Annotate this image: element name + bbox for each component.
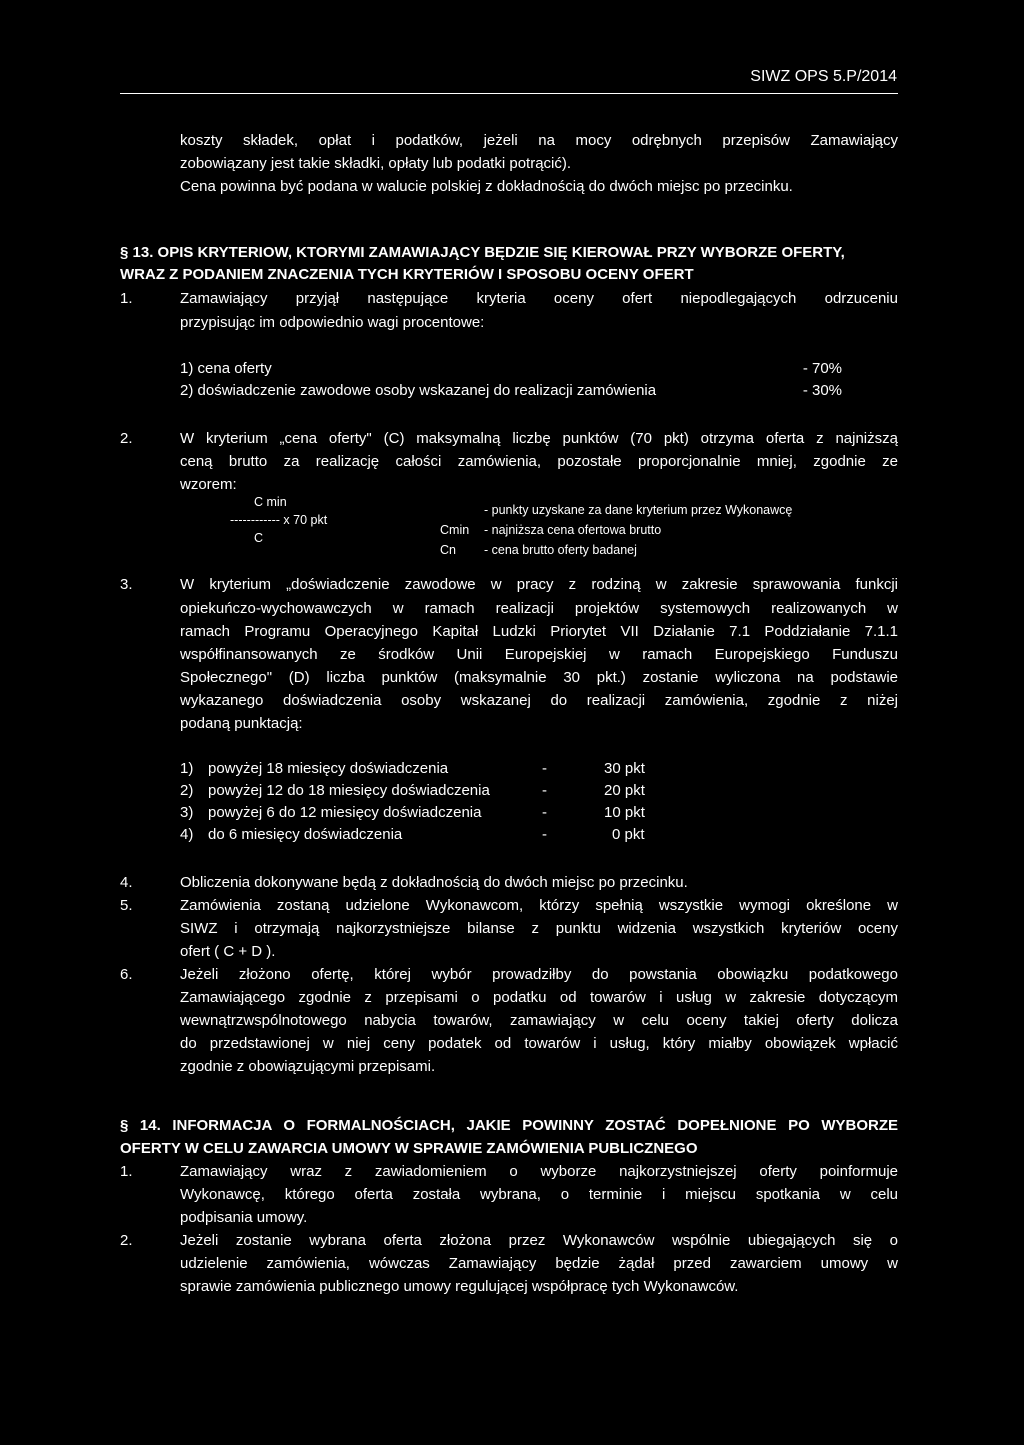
scoring-4-dash: - — [542, 826, 547, 843]
s13-p5-line-1: Zamówienia zostaną udzielone Wykonawcom, którzy spełnią wszystkie wymogi określone w — [180, 897, 898, 914]
section-13-heading-line-2: WRAZ Z PODANIEM ZNACZENIA TYCH KRYTERIÓW I SPOSOBU OCENY OFERT — [120, 266, 694, 283]
s13-p4-number: 4. — [120, 874, 133, 891]
s13-p6-line-5: zgodnie z obowiązującymi przepisami. — [180, 1058, 436, 1075]
s14-p1-line-2: Wykonawcę, którego oferta została wybrana, o terminie i miejscu spotkania w celu — [180, 1186, 898, 1203]
s13-p3-line-6: wykazanego doświadczenia osoby wskazanej do realizacji zamówienia, zgodnie z niżej — [180, 692, 898, 709]
s14-p2-number: 2. — [120, 1232, 133, 1249]
s13-p6-line-4: do przedstawionej w niej ceny podatek od towarów i usług, który miałby obowiązek wpłacić — [180, 1035, 898, 1052]
formula-numerator: C min — [254, 495, 287, 509]
scoring-4-label: do 6 miesięcy doświadczenia — [208, 826, 403, 843]
scoring-2-label: powyżej 12 do 18 miesięcy doświadczenia — [208, 782, 490, 799]
criterion-1-weight: - 70% — [802, 360, 842, 377]
scoring-3-dash: - — [542, 804, 547, 821]
s13-p1-line-2: przypisując im odpowiednio wagi procentowe: — [180, 314, 485, 331]
s14-p2-line-1: Jeżeli zostanie wybrana oferta złożona przez Wykonawców wspólnie ubiegających się o — [180, 1232, 898, 1249]
s13-p3-line-4: współfinansowanych ze środków Unii Europejskiej w ramach Europejskiego Funduszu — [180, 646, 898, 663]
scoring-2-number: 2) — [180, 782, 194, 799]
scoring-3-number: 3) — [180, 804, 194, 821]
document-header: SIWZ OPS 5.P/2014 — [750, 68, 897, 85]
scoring-2-dash: - — [542, 782, 547, 799]
s13-p5-line-3: ofert ( C + D ). — [180, 943, 276, 960]
s13-p6-line-1: Jeżeli złożono ofertę, której wybór prowadziłby do powstania obowiązku podatkowego — [180, 966, 898, 983]
s13-p5-line-2: SIWZ i otrzymają najkorzystniejsze bilanse z punktu widzenia wszystkich kryteriów oceny — [180, 920, 898, 937]
s13-p6-line-3: wewnątrzwspólnotowego nabycia towarów, zamawiający w celu oceny takiej oferty dolicza — [180, 1012, 898, 1029]
s13-p1-line-1: Zamawiający przyjął następujące kryteria oceny ofert niepodlegających odrzuceniu — [180, 290, 898, 307]
s14-p1-line-1: Zamawiający wraz z zawiadomieniem o wyborze najkorzystniejszej oferty poinformuje — [180, 1163, 898, 1180]
formula-legend-text-2: - najniższa cena ofertowa brutto — [484, 523, 662, 537]
s13-p3-line-7: podaną punktacją: — [180, 715, 303, 732]
s13-p3-line-3: ramach Programu Operacyjnego Kapitał Ludzki Priorytet VII Działanie 7.1 Poddziałanie 7.1.1 — [180, 623, 898, 640]
s13-p3-line-1: W kryterium „doświadczenie zawodowe w pracy z rodziną w zakresie sprawowania funkcji — [180, 576, 898, 593]
scoring-1-number: 1) — [180, 760, 194, 777]
formula-legend-text-1: - punkty uzyskane za dane kryterium przez Wykonawcę — [484, 503, 793, 517]
intro-line-3: Cena powinna być podana w walucie polskiej z dokładnością do dwóch miejsc po przecinku. — [180, 178, 793, 195]
s13-p4-text: Obliczenia dokonywane będą z dokładnością do dwóch miejsc po przecinku. — [180, 874, 688, 891]
section-13-heading-line-1: § 13. OPIS KRYTERIOW, KTORYMI ZAMAWIAJĄCY BĘDZIE SIĘ KIEROWAŁ PRZY WYBORZE OFERTY, — [120, 244, 845, 261]
s13-p5-number: 5. — [120, 897, 133, 914]
scoring-4-number: 4) — [180, 826, 194, 843]
formula-legend-text-3: - cena brutto oferty badanej — [484, 543, 637, 557]
intro-line-2: zobowiązany jest takie składki, opłaty lub podatki potrącić). — [180, 155, 572, 172]
scoring-3-label: powyżej 6 do 12 miesięcy doświadczenia — [208, 804, 482, 821]
scoring-4-points: 0 pkt — [612, 826, 645, 843]
criterion-2-label: 2) doświadczenie zawodowe osoby wskazanej do realizacji zamówienia — [180, 382, 657, 399]
scoring-1-label: powyżej 18 miesięcy doświadczenia — [208, 760, 449, 777]
s14-p2-line-2: udzielenie zamówienia, wówczas Zamawiający będzie żądał przed zawarciem umowy w — [180, 1255, 898, 1272]
section-14-heading-line-2: OFERTY W CELU ZAWARCIA UMOWY W SPRAWIE ZAMÓWIENIA PUBLICZNEGO — [120, 1140, 698, 1157]
s14-p2-line-3: sprawie zamówienia publicznego umowy regulującej współpracę tych Wykonawców. — [180, 1278, 739, 1295]
s14-p1-line-3: podpisania umowy. — [180, 1209, 308, 1226]
s13-p2-number: 2. — [120, 430, 133, 447]
section-14-heading-line-1: § 14. INFORMACJA O FORMALNOŚCIACH, JAKIE POWINNY ZOSTAĆ DOPEŁNIONE PO WYBORZE — [120, 1117, 898, 1134]
s13-p2-line-1: W kryterium „cena oferty" (C) maksymalną liczbę punktów (70 pkt) otrzyma oferta z najniższą — [180, 430, 898, 447]
header-divider — [120, 93, 898, 94]
s13-p6-number: 6. — [120, 966, 133, 983]
s13-p3-line-5: Społecznego" (D) liczba punktów (maksymalnie 30 pkt.) zostanie wyliczona na podstawie — [180, 669, 898, 686]
s13-p3-number: 3. — [120, 576, 133, 593]
criterion-2-weight: - 30% — [802, 382, 842, 399]
s13-p3-line-2: opiekuńczo-wychowawczych w ramach realizacji projektów systemowych realizowanych w — [180, 600, 898, 617]
s13-p2-line-3: wzorem: — [180, 476, 237, 493]
formula-fraction-line: ------------ x 70 pkt — [230, 513, 328, 527]
criterion-1-label: 1) cena oferty — [180, 360, 272, 377]
formula-legend-symbol-3: Cn — [440, 543, 456, 557]
scoring-3-points: 10 pkt — [604, 804, 645, 821]
formula-legend-symbol-2: Cmin — [440, 523, 470, 537]
s13-p6-line-2: Zamawiającego zgodnie z przepisami o podatku od towarów i usług w zakresie dotyczącym — [180, 989, 898, 1006]
scoring-1-points: 30 pkt — [604, 760, 645, 777]
scoring-1-dash: - — [542, 760, 547, 777]
scoring-2-points: 20 pkt — [604, 782, 645, 799]
s13-p1-number: 1. — [120, 290, 133, 307]
s14-p1-number: 1. — [120, 1163, 133, 1180]
formula-denominator: C — [254, 531, 264, 545]
intro-line-1: koszty składek, opłat i podatków, jeżeli na mocy odrębnych przepisów Zamawiający — [180, 132, 898, 149]
s13-p2-line-2: ceną brutto za realizację całości zamówienia, pozostałe proporcjonalnie mniej, zgodnie ze — [180, 453, 898, 470]
